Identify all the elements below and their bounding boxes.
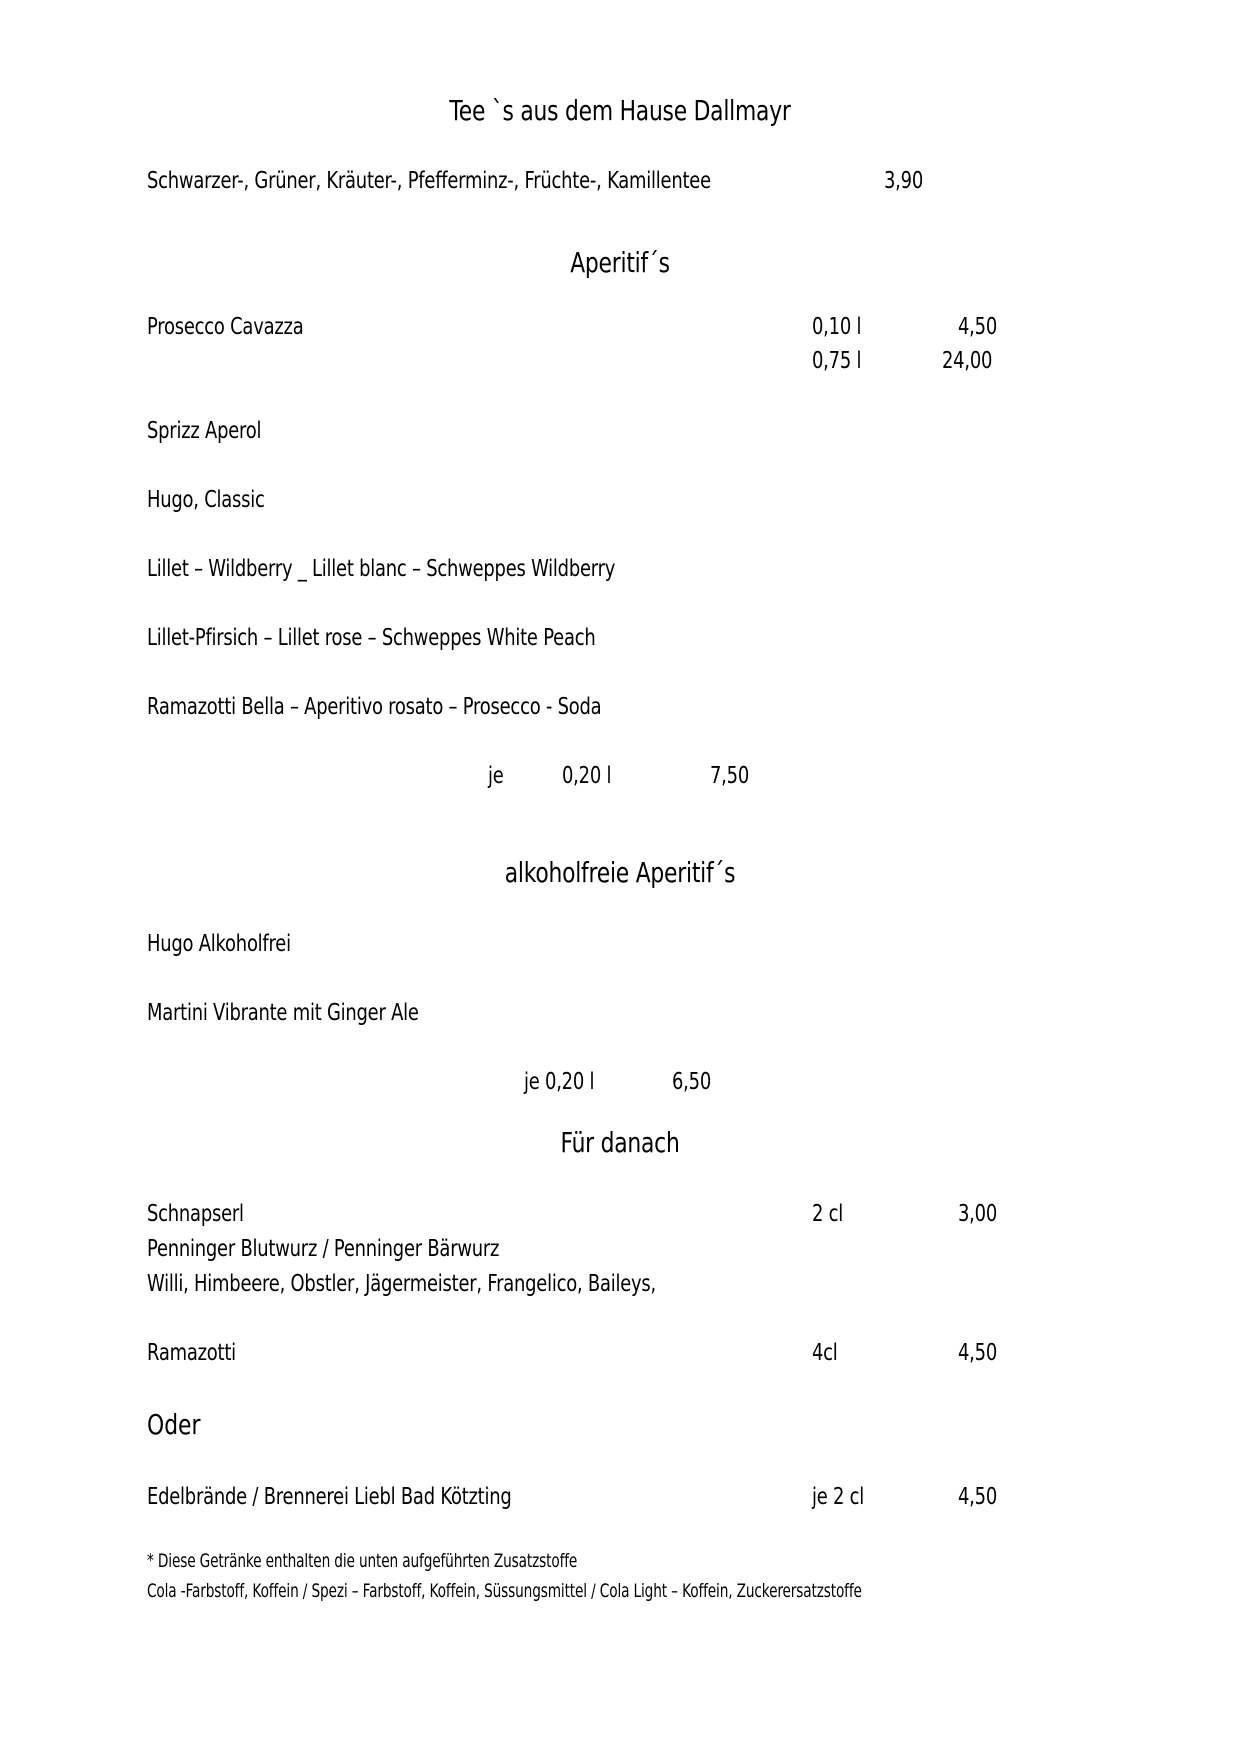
nonalcoholic-item: Martini Vibrante mit Ginger Ale — [147, 1000, 419, 1026]
tea-heading: Tee `s aus dem Hause Dallmayr — [449, 94, 791, 127]
oder-label: Oder — [147, 1408, 201, 1441]
nonalcoholic-size: je 0,20 l — [524, 1069, 595, 1095]
aperitif-item: Ramazotti Bella – Aperitivo rosato – Prosecco - Soda — [147, 694, 602, 720]
nonalcoholic-item: Hugo Alkoholfrei — [147, 931, 291, 957]
prosecco-name: Prosecco Cavazza — [147, 314, 304, 340]
nonalcoholic-price: 6,50 — [672, 1069, 712, 1095]
edel-name: Edelbrände / Brennerei Liebl Bad Kötzting — [147, 1484, 512, 1510]
aperitif-item: Hugo, Classic — [147, 487, 265, 513]
tea-price: 3,90 — [884, 168, 924, 194]
aperitif-item: Lillet-Pfirsich – Lillet rose – Schweppes White Peach — [147, 625, 596, 651]
prosecco-size-2: 0,75 l — [812, 348, 862, 374]
schnapserl-line-3: Willi, Himbeere, Obstler, Jägermeister, Frangelico, Baileys, — [147, 1271, 657, 1297]
footnote-line-2: Cola -Farbstoff, Koffein / Spezi – Farbstoff, Koffein, Süssungsmittel / Cola Light – Koffein, Zuckerersatzstoffe — [147, 1580, 862, 1602]
ramazotti-price: 4,50 — [958, 1340, 998, 1366]
aperitif-item: Sprizz Aperol — [147, 418, 262, 444]
prosecco-size-1: 0,10 l — [812, 314, 862, 340]
aperitifs-je: je — [488, 763, 504, 789]
aperitifs-heading: Aperitif´s — [570, 246, 670, 279]
prosecco-price-1: 4,50 — [958, 314, 998, 340]
aperitifs-size: 0,20 l — [562, 763, 612, 789]
schnapserl-name: Schnapserl — [147, 1201, 244, 1227]
schnapserl-size: 2 cl — [812, 1201, 844, 1227]
after-heading: Für danach — [560, 1126, 680, 1159]
ramazotti-name: Ramazotti — [147, 1340, 236, 1366]
aperitif-item: Lillet – Wildberry _ Lillet blanc – Schweppes Wildberry — [147, 556, 616, 582]
edel-price: 4,50 — [958, 1484, 998, 1510]
footnote-line-1: * Diese Getränke enthalten die unten aufgeführten Zusatzstoffe — [147, 1550, 578, 1572]
tea-item: Schwarzer-, Grüner, Kräuter-, Pfefferminz-, Früchte-, Kamillentee — [147, 168, 711, 194]
nonalcoholic-heading: alkoholfreie Aperitif´s — [504, 856, 736, 889]
ramazotti-size: 4cl — [812, 1340, 838, 1366]
schnapserl-price: 3,00 — [958, 1201, 998, 1227]
prosecco-price-2: 24,00 — [942, 348, 993, 374]
edel-size: je 2 cl — [812, 1484, 865, 1510]
schnapserl-line-2: Penninger Blutwurz / Penninger Bärwurz — [147, 1236, 500, 1262]
aperitifs-price: 7,50 — [710, 763, 750, 789]
